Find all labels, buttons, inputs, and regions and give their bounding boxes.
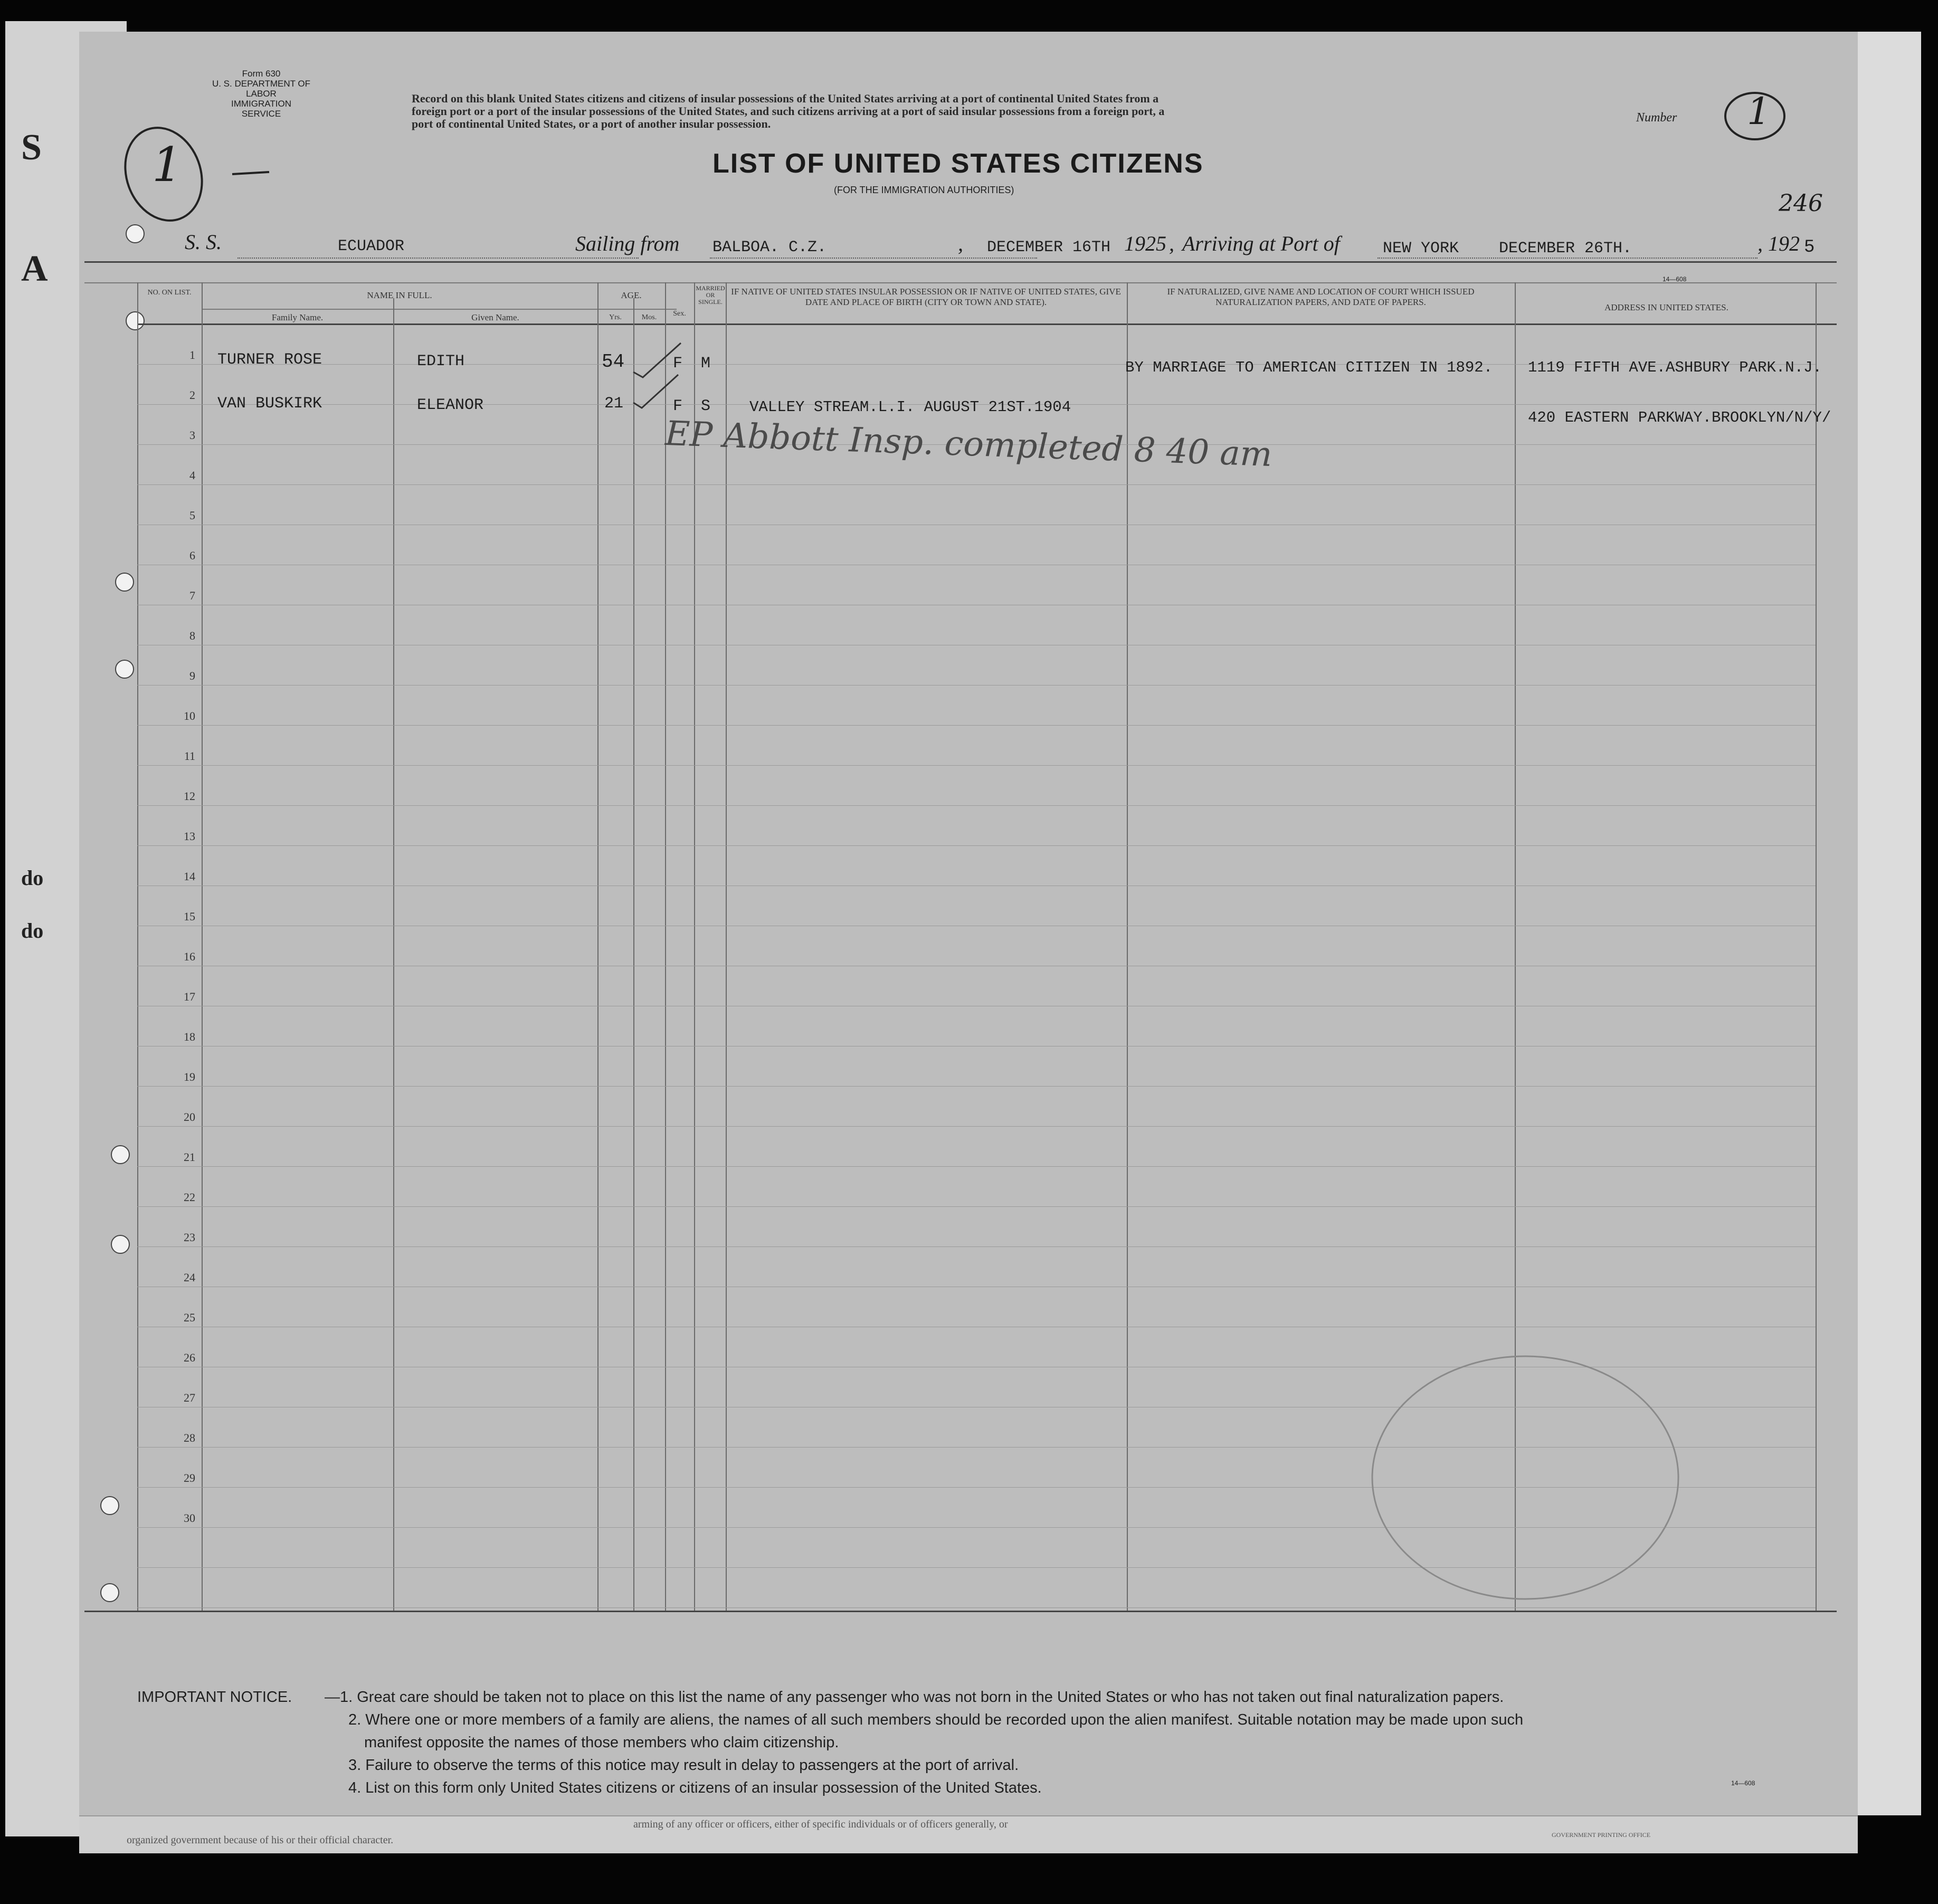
- notice-item-3: 3. Failure to observe the terms of this notice may result in delay to passengers at the port of arrival.: [348, 1757, 1019, 1774]
- row-number: 3: [189, 429, 195, 442]
- row-number: 6: [189, 549, 195, 562]
- ruled-line: [137, 805, 1816, 806]
- col-divider: [393, 298, 394, 1611]
- arriving-label: Arriving at Port of: [1182, 232, 1340, 255]
- ruled-line: [137, 725, 1816, 726]
- row-number: 30: [184, 1511, 195, 1525]
- ruled-line: [137, 1246, 1816, 1247]
- col-header-given: Given Name.: [471, 312, 519, 322]
- ruled-line: [137, 685, 1816, 686]
- underlying-fragment-2: organized government because of his or their official character.: [127, 1834, 394, 1846]
- departure-date: DECEMBER 16TH: [987, 239, 1111, 256]
- arrival-year-suffix: 5: [1804, 237, 1815, 258]
- row-1-address: 1119 FIFTH AVE.ASHBURY PARK.N.J.: [1528, 359, 1822, 376]
- col-header-sex: Sex.: [673, 310, 686, 318]
- record-line: port of continental United States, or a port of another insular possession.: [412, 117, 771, 130]
- punch-hole: [111, 1235, 130, 1254]
- department-name: U. S. DEPARTMENT OF LABOR: [212, 79, 311, 99]
- col-divider: [202, 282, 203, 1611]
- header-border-bottom: [137, 323, 1837, 325]
- col-divider: [665, 282, 666, 1611]
- row-number: 27: [184, 1391, 195, 1404]
- ruled-line: [137, 1166, 1816, 1167]
- row-number: 19: [184, 1070, 195, 1083]
- service-name: IMMIGRATION SERVICE: [231, 99, 291, 119]
- row-number: 25: [184, 1311, 195, 1324]
- row-1-age: 54: [602, 351, 625, 373]
- ruled-line: [137, 1086, 1816, 1087]
- punch-hole: [126, 311, 145, 330]
- row-2-birth: VALLEY STREAM.L.I. AUGUST 21ST.1904: [749, 398, 1071, 416]
- underlying-printer: GOVERNMENT PRINTING OFFICE: [1552, 1831, 1651, 1839]
- ruled-line: [137, 1206, 1816, 1207]
- ruled-line: [137, 1126, 1816, 1127]
- ruled-line: [137, 765, 1816, 766]
- row-number: 21: [184, 1150, 195, 1164]
- punch-hole: [100, 1496, 119, 1515]
- col-header-name: NAME IN FULL.: [367, 290, 432, 300]
- sailing-label: Sailing from: [575, 232, 680, 255]
- row-number: 29: [184, 1471, 195, 1484]
- row-2-age: 21: [604, 395, 624, 413]
- number-value: 1: [1747, 90, 1771, 133]
- col-divider: [597, 282, 598, 1611]
- manifest-sheet: [79, 32, 1858, 1836]
- notice-item-2-cont: manifest opposite the names of those members who claim citizenship.: [364, 1734, 839, 1751]
- origin-port: BALBOA. C.Z.: [712, 239, 827, 256]
- row-number: 9: [189, 669, 195, 682]
- row-number: 22: [184, 1191, 195, 1204]
- row-number: 15: [184, 910, 195, 923]
- punch-hole: [115, 660, 134, 679]
- notice-heading: IMPORTANT NOTICE.: [137, 1689, 292, 1706]
- row-number: 20: [184, 1110, 195, 1124]
- record-line: Record on this blank United States citizens and citizens of insular possessions of the United States arriving at a port of continental United States from a: [412, 92, 1159, 105]
- page-title: LIST OF UNITED STATES CITIZENS: [712, 148, 1204, 179]
- col-header-birth: IF NATIVE OF UNITED STATES INSULAR POSSESSION OR IF NATIVE OF UNITED STATES, GIVE DATE AND PLACE OF BIRTH (CITY OR TOWN AND STATE).: [731, 287, 1121, 307]
- col-header-family: Family Name.: [271, 312, 324, 322]
- row-number: 4: [189, 469, 195, 482]
- inspector-note: EP Abbott Insp. completed 8 40 am: [664, 414, 1273, 475]
- header-rule: [84, 282, 1837, 283]
- notice-item-2: 2. Where one or more members of a family are aliens, the names of all such members should be recorded upon the alien manifest. Suitable notation may be made upon such: [348, 1711, 1524, 1728]
- arrival-date: DECEMBER 26TH.: [1499, 240, 1632, 258]
- printer-code: 14—608: [1662, 275, 1687, 283]
- origin-field-line: [710, 258, 1037, 259]
- notice-item-4: 4. List on this form only United States citizens or citizens of an insular possession of the United States.: [348, 1779, 1042, 1796]
- notice-item-1: —1. Great care should be taken not to place on this list the name of any passenger who was not born in the United States or who has not taken out final naturalization papers.: [325, 1689, 1504, 1706]
- row-number: 24: [184, 1271, 195, 1284]
- row-1-family: TURNER ROSE: [217, 351, 322, 369]
- underlying-glyph: do: [21, 919, 44, 943]
- underlying-sheet-strip: [79, 1815, 1858, 1853]
- row-number: 7: [189, 589, 195, 602]
- margin-mark: 1: [152, 137, 183, 193]
- number-label: Number: [1636, 111, 1677, 125]
- comma: ,: [1758, 232, 1763, 255]
- row-number: 18: [184, 1030, 195, 1043]
- row-number: 14: [184, 870, 195, 883]
- row-number: 1: [189, 348, 195, 361]
- age-subheader-rule: [602, 309, 676, 310]
- ship-name: ECUADOR: [338, 237, 405, 255]
- underlying-glyph: A: [21, 249, 48, 289]
- col-divider: [1127, 282, 1128, 1611]
- row-number: 5: [189, 509, 195, 522]
- row-number: 28: [184, 1431, 195, 1444]
- departure-year: 1925: [1124, 232, 1166, 255]
- page-subtitle: (FOR THE IMMIGRATION AUTHORITIES): [834, 185, 1014, 195]
- row-1-naturalized: BY MARRIAGE TO AMERICAN CITIZEN IN 1892.: [1125, 359, 1493, 376]
- check-marks: [628, 340, 691, 409]
- row-number: 23: [184, 1231, 195, 1244]
- arrival-field-line: [1378, 258, 1758, 259]
- underlying-fragment: arming of any officer or officers, either of specific individuals or of officers generally, or: [633, 1819, 1008, 1830]
- row-number: 26: [184, 1351, 195, 1364]
- col-divider: [1816, 282, 1817, 1611]
- row-number: 12: [184, 789, 195, 803]
- row-2-family: VAN BUSKIRK: [217, 395, 322, 413]
- col-header-married: MARRIED OR SINGLE.: [696, 284, 725, 306]
- row-number: 10: [184, 709, 195, 722]
- arrival-year-prefix: 192: [1768, 232, 1800, 255]
- col-header-yrs: Yrs.: [609, 313, 622, 321]
- margin-circle-mark: [111, 111, 285, 237]
- row-2-given: ELEANOR: [417, 396, 484, 414]
- ship-field-line: [238, 258, 639, 259]
- punch-hole: [115, 573, 134, 592]
- row-number: 17: [184, 990, 195, 1003]
- col-divider: [633, 298, 634, 1611]
- row-number: 8: [189, 629, 195, 642]
- header-border-top: [84, 261, 1837, 263]
- underlying-page-right: [1858, 32, 1921, 1815]
- faint-stamp-oval: [1367, 1346, 1694, 1620]
- row-1-marital: M: [701, 355, 711, 373]
- comma: ,: [958, 232, 963, 255]
- row-number: 2: [189, 388, 195, 402]
- record-line: foreign port or a port of the insular possessions of the United States, and such citizens arriving at a port of said insular possessions from a foreign port, a: [412, 104, 1165, 118]
- arrival-port: NEW YORK: [1383, 240, 1459, 258]
- col-divider: [694, 282, 695, 1611]
- row-1-sex: F: [673, 355, 683, 373]
- col-header-age: AGE.: [621, 290, 642, 300]
- ss-label: S. S.: [185, 230, 222, 254]
- notice-code: 14—608: [1731, 1779, 1755, 1787]
- row-2-sex: F: [673, 397, 683, 415]
- col-header-mos: Mos.: [641, 313, 657, 321]
- punch-hole: [111, 1145, 130, 1164]
- punch-hole: [100, 1583, 119, 1602]
- row-number: 11: [184, 749, 195, 763]
- record-instructions: [412, 92, 1636, 130]
- ruled-line: [137, 845, 1816, 846]
- underlying-glyph: do: [21, 866, 44, 890]
- col-header-address: ADDRESS IN UNITED STATES.: [1604, 302, 1728, 312]
- row-number: 13: [184, 830, 195, 843]
- comma: ,: [1169, 232, 1174, 255]
- row-2-address: 420 EASTERN PARKWAY.BROOKLYN/N/Y/: [1528, 409, 1831, 426]
- col-header-no: NO. ON LIST.: [147, 289, 192, 297]
- row-number: 16: [184, 950, 195, 963]
- ruled-line: [137, 484, 1816, 485]
- underlying-glyph: S: [21, 127, 42, 168]
- col-divider: [137, 282, 138, 1611]
- col-header-naturalized: IF NATURALIZED, GIVE NAME AND LOCATION OF COURT WHICH ISSUED NATURALIZATION PAPERS, AND DATE OF PAPERS.: [1167, 287, 1475, 307]
- row-2-marital: S: [701, 397, 711, 415]
- page-number: 246: [1779, 190, 1823, 217]
- col-divider: [726, 282, 727, 1611]
- form-number: Form 630: [242, 69, 281, 79]
- row-1-given: EDITH: [417, 353, 465, 370]
